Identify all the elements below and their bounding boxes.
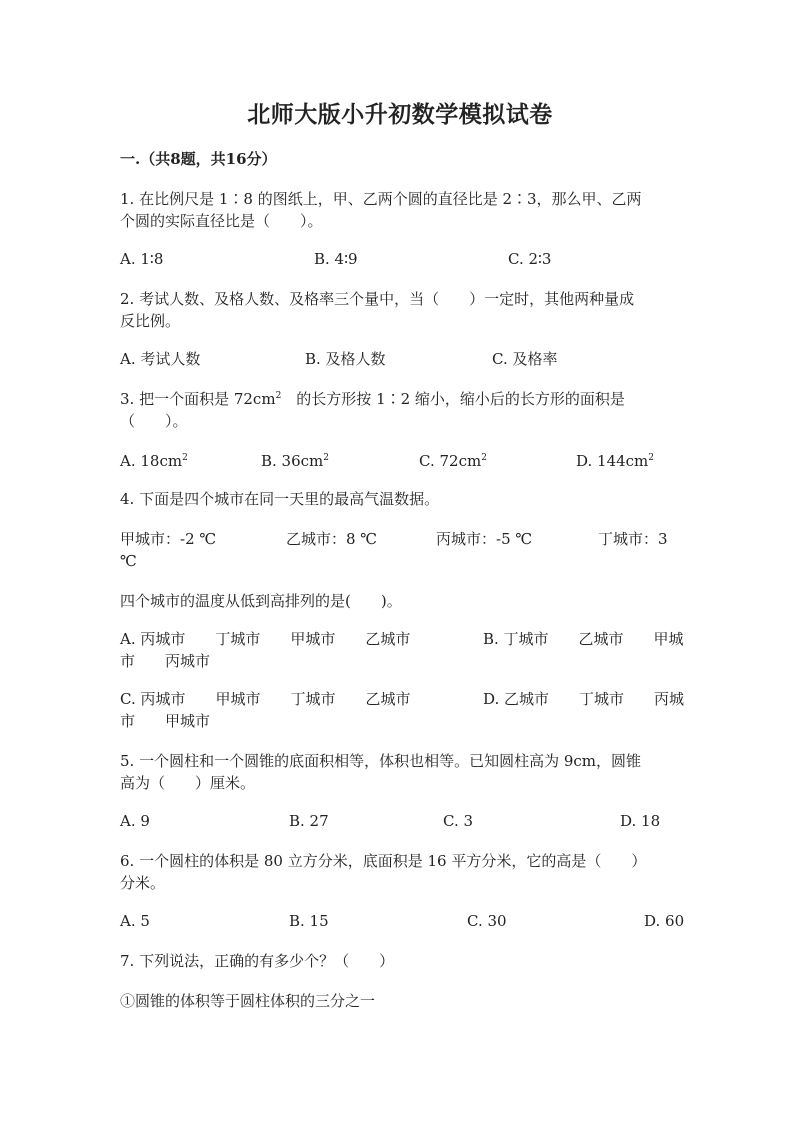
question-5-line-2: 高为（ ）厘米。 <box>120 774 256 792</box>
question-1-option-a[interactable]: A. 1∶8 <box>120 250 164 268</box>
city-jia: 甲城市：-2 ℃ <box>120 530 217 548</box>
question-6-line-2: 分米。 <box>120 874 166 892</box>
question-5-option-a[interactable]: A. 9 <box>120 812 150 830</box>
option-text: A. 18cm <box>120 452 183 470</box>
question-1-option-c[interactable]: C. 2∶3 <box>508 250 552 268</box>
question-6 <box>120 850 680 894</box>
question-6-option-d[interactable]: D. 60 <box>644 912 685 930</box>
question-3-line-2: （ ）。 <box>120 412 188 430</box>
question-5-option-b[interactable]: B. 27 <box>289 812 329 830</box>
question-2-line-2: 反比例。 <box>120 312 181 330</box>
question-7: 7. 下列说法，正确的有多少个？（ ） <box>120 952 395 970</box>
page-title: 北师大版小升初数学模拟试卷 <box>247 101 553 128</box>
question-6-option-a[interactable]: A. 5 <box>120 912 150 930</box>
question-3-option-d[interactable] <box>576 450 654 472</box>
question-6-option-b[interactable]: B. 15 <box>289 912 329 930</box>
city-ding: 丁城市：3 <box>598 530 668 548</box>
question-3-text-a: 3. 把一个面积是 72cm <box>120 390 276 408</box>
option-superscript: 2 <box>648 453 655 463</box>
question-5-line-1: 5. 一个圆柱和一个圆锥的底面积相等，体积也相等。已知圆柱高为 9cm，圆锥 <box>120 752 642 770</box>
option-superscript: 2 <box>481 453 487 463</box>
question-2-option-b[interactable]: B. 及格人数 <box>305 350 386 368</box>
question-5-option-c[interactable]: C. 3 <box>443 812 474 830</box>
question-3-option-a[interactable] <box>120 450 188 472</box>
question-4-line-1: 4. 下面是四个城市在同一天里的最高气温数据。 <box>120 490 440 508</box>
question-3-text-b: 的长方形按 1∶2 缩小，缩小后的长方形的面积是 <box>281 390 625 408</box>
question-4 <box>120 488 680 510</box>
option-text: B. 36cm <box>261 452 324 470</box>
question-3-superscript: 2 <box>275 391 282 401</box>
city-ding-unit: ℃ <box>120 552 137 570</box>
question-4-option-c[interactable]: C. 丙城市 甲城市 丁城市 乙城市 <box>120 690 411 708</box>
question-5-option-d[interactable]: D. 18 <box>620 812 661 830</box>
question-3-option-b[interactable] <box>261 450 329 472</box>
city-bing: 丙城市：-5 ℃ <box>436 530 533 548</box>
question-4-option-wrap-2: 市 甲城市 <box>120 712 211 730</box>
question-2-line-1: 2. 考试人数、及格人数、及格率三个量中，当（ ）一定时，其他两种量成 <box>120 290 635 308</box>
question-3-line-1 <box>120 388 680 410</box>
option-superscript: 2 <box>323 453 330 463</box>
option-text: C. 72cm <box>419 452 482 470</box>
question-2-option-c[interactable]: C. 及格率 <box>492 350 558 368</box>
question-3 <box>120 388 680 432</box>
question-4-option-b[interactable]: B. 丁城市 乙城市 甲城 <box>483 630 684 648</box>
option-text: D. 144cm <box>576 452 649 470</box>
question-2-option-a[interactable]: A. 考试人数 <box>120 350 201 368</box>
question-4-prompt: 四个城市的温度从低到高排列的是( )。 <box>120 592 402 610</box>
question-7-statement-1: ①圆锥的体积等于圆柱体积的三分之一 <box>120 992 376 1010</box>
question-3-option-c[interactable] <box>419 450 487 472</box>
question-1-line-2: 个圆的实际直径比是（ ）。 <box>120 212 323 230</box>
question-1-line-1: 1. 在比例尺是 1∶8 的图纸上，甲、乙两个圆的直径比是 2∶3，那么甲、乙两 <box>120 190 642 208</box>
question-4-option-d[interactable]: D. 乙城市 丁城市 丙城 <box>483 690 685 708</box>
city-yi: 乙城市：8 ℃ <box>286 530 378 548</box>
question-1-option-b[interactable]: B. 4∶9 <box>314 250 358 268</box>
question-2 <box>120 288 680 332</box>
option-superscript: 2 <box>182 453 188 463</box>
question-6-option-c[interactable]: C. 30 <box>467 912 507 930</box>
question-5 <box>120 750 680 794</box>
section-heading: 一.（共8题，共16分） <box>120 150 277 168</box>
question-6-line-1: 6. 一个圆柱的体积是 80 立方分米，底面积是 16 平方分米，它的高是（ ） <box>120 852 647 870</box>
question-4-option-a[interactable]: A. 丙城市 丁城市 甲城市 乙城市 <box>120 630 411 648</box>
question-4-option-wrap-1: 市 丙城市 <box>120 652 211 670</box>
question-1 <box>120 188 680 232</box>
